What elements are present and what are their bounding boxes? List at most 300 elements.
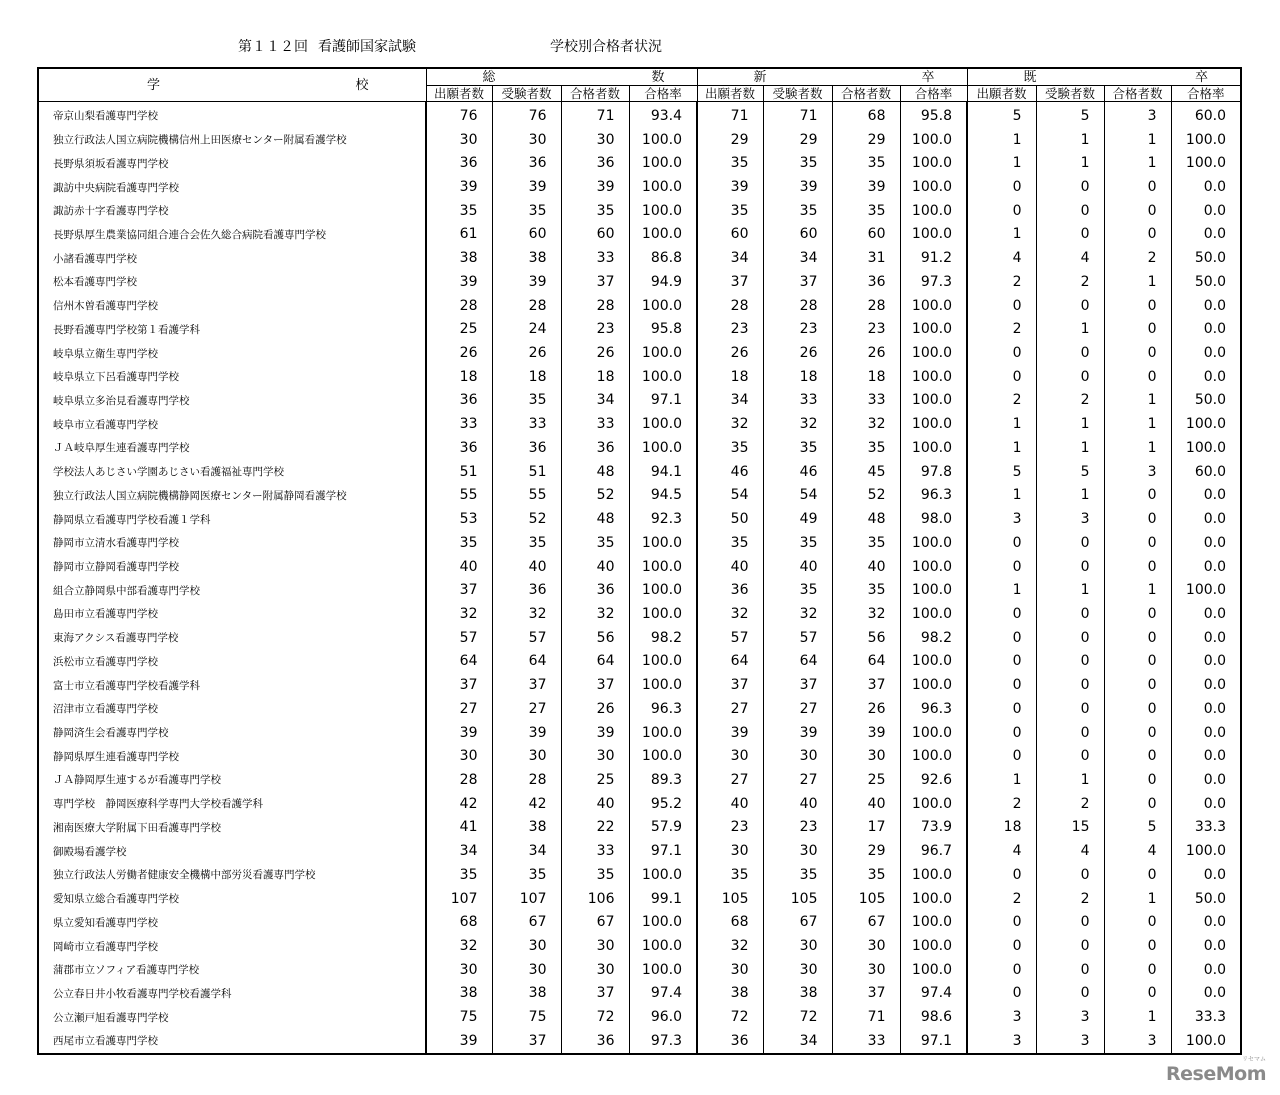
value-cell: 100.0	[629, 365, 697, 389]
value-cell: 35	[763, 863, 832, 887]
value-cell: 0	[967, 958, 1036, 982]
value-cell: 3	[1104, 102, 1171, 128]
value-cell: 39	[426, 1029, 492, 1054]
value-cell: 1	[1036, 436, 1104, 460]
value-cell: 1	[1036, 317, 1104, 341]
value-cell: 4	[1104, 839, 1171, 863]
value-cell: 37	[763, 270, 832, 294]
school-column-header	[38, 68, 426, 102]
value-cell: 39	[763, 175, 832, 199]
value-cell: 76	[492, 102, 561, 128]
value-cell: 34	[763, 246, 832, 270]
school-name-cell: 独立行政法人国立病院機構信州上田医療センター附属看護学校	[53, 134, 347, 147]
value-cell: 100.0	[629, 934, 697, 958]
value-cell: 35	[561, 199, 629, 223]
value-cell: 97.1	[900, 1029, 967, 1054]
value-cell: 42	[492, 792, 561, 816]
value-cell: 37	[697, 673, 763, 697]
value-cell: 30	[561, 958, 629, 982]
value-cell: 1	[1104, 151, 1171, 175]
value-cell: 33	[492, 412, 561, 436]
value-cell: 92.6	[900, 768, 967, 792]
value-cell: 100.0	[900, 412, 967, 436]
value-cell: 0.0	[1171, 199, 1241, 223]
value-cell: 35	[697, 863, 763, 887]
table-row	[38, 484, 1241, 508]
value-cell: 36	[426, 389, 492, 413]
school-name-cell: ＪＡ岐阜厚生連看護専門学校	[53, 442, 190, 455]
table-row	[38, 507, 1241, 531]
value-cell: 97.3	[900, 270, 967, 294]
value-cell: 18	[426, 365, 492, 389]
table-row	[38, 128, 1241, 152]
school-name-cell: 岐阜県立下呂看護専門学校	[53, 371, 179, 384]
table-row	[38, 673, 1241, 697]
value-cell: 100.0	[900, 602, 967, 626]
header-pass-rate: 合格率	[900, 86, 967, 102]
value-cell: 100.0	[900, 555, 967, 579]
value-cell: 100.0	[629, 175, 697, 199]
value-cell: 23	[763, 816, 832, 840]
school-name-cell: 岐阜県立衛生専門学校	[53, 347, 158, 360]
value-cell: 32	[426, 934, 492, 958]
value-cell: 32	[426, 602, 492, 626]
value-cell: 39	[832, 175, 900, 199]
value-cell: 100.0	[629, 578, 697, 602]
value-cell: 23	[561, 317, 629, 341]
value-cell: 32	[763, 602, 832, 626]
value-cell: 0	[967, 721, 1036, 745]
value-cell: 26	[561, 341, 629, 365]
school-name-cell: 諏訪赤十字看護専門学校	[53, 205, 169, 218]
school-name-cell: 県立愛知看護専門学校	[53, 916, 158, 929]
value-cell: 0	[1104, 175, 1171, 199]
value-cell: 34	[492, 839, 561, 863]
value-cell: 35	[832, 578, 900, 602]
group-new-char-1: 新	[753, 69, 767, 85]
value-cell: 51	[426, 460, 492, 484]
value-cell: 100.0	[900, 128, 967, 152]
value-cell: 72	[697, 1005, 763, 1029]
value-cell: 48	[561, 460, 629, 484]
value-cell: 64	[763, 650, 832, 674]
value-cell: 100.0	[900, 934, 967, 958]
value-cell: 64	[697, 650, 763, 674]
value-cell: 22	[561, 816, 629, 840]
value-cell: 1	[967, 484, 1036, 508]
value-cell: 26	[832, 697, 900, 721]
header-passed: 合格者数	[1104, 86, 1171, 102]
table-row	[38, 578, 1241, 602]
value-cell: 94.1	[629, 460, 697, 484]
value-cell: 100.0	[629, 436, 697, 460]
value-cell: 0	[1036, 697, 1104, 721]
value-cell: 34	[763, 1029, 832, 1054]
value-cell: 73.9	[900, 816, 967, 840]
value-cell: 57	[492, 626, 561, 650]
value-cell: 0	[1036, 863, 1104, 887]
value-cell: 100.0	[900, 317, 967, 341]
table-row	[38, 412, 1241, 436]
value-cell: 96.0	[629, 1005, 697, 1029]
value-cell: 35	[426, 531, 492, 555]
value-cell: 27	[492, 697, 561, 721]
group-prior-char-2: 卒	[1194, 69, 1208, 85]
value-cell: 29	[697, 128, 763, 152]
value-cell: 86.8	[629, 246, 697, 270]
value-cell: 18	[492, 365, 561, 389]
value-cell: 33	[426, 412, 492, 436]
value-cell: 95.8	[629, 317, 697, 341]
value-cell: 42	[426, 792, 492, 816]
value-cell: 35	[832, 151, 900, 175]
value-cell: 97.1	[629, 839, 697, 863]
value-cell: 0	[1036, 982, 1104, 1006]
value-cell: 4	[967, 839, 1036, 863]
table-row	[38, 341, 1241, 365]
value-cell: 0	[1104, 626, 1171, 650]
value-cell: 98.2	[900, 626, 967, 650]
value-cell: 38	[697, 982, 763, 1006]
value-cell: 100.0	[629, 223, 697, 247]
value-cell: 56	[561, 626, 629, 650]
value-cell: 54	[697, 484, 763, 508]
value-cell: 0.0	[1171, 650, 1241, 674]
value-cell: 0	[967, 199, 1036, 223]
value-cell: 100.0	[1171, 436, 1241, 460]
value-cell: 0.0	[1171, 317, 1241, 341]
value-cell: 100.0	[900, 365, 967, 389]
value-cell: 0.0	[1171, 673, 1241, 697]
value-cell: 0	[1104, 792, 1171, 816]
value-cell: 1	[1104, 887, 1171, 911]
value-cell: 100.0	[900, 673, 967, 697]
value-cell: 1	[967, 412, 1036, 436]
value-cell: 34	[561, 389, 629, 413]
value-cell: 35	[763, 531, 832, 555]
school-name-cell: 小諸看護専門学校	[53, 252, 137, 265]
value-cell: 30	[561, 744, 629, 768]
group-header-total	[426, 68, 697, 86]
value-cell: 67	[763, 910, 832, 934]
value-cell: 100.0	[629, 128, 697, 152]
value-cell: 40	[492, 555, 561, 579]
value-cell: 0.0	[1171, 484, 1241, 508]
value-cell: 61	[426, 223, 492, 247]
value-cell: 0.0	[1171, 365, 1241, 389]
table-row	[38, 887, 1241, 911]
value-cell: 2	[967, 389, 1036, 413]
value-cell: 39	[426, 270, 492, 294]
value-cell: 0.0	[1171, 910, 1241, 934]
value-cell: 100.0	[629, 650, 697, 674]
school-name-cell: 公立春日井小牧看護専門学校看護学科	[53, 987, 232, 1000]
value-cell: 100.0	[900, 294, 967, 318]
value-cell: 35	[763, 199, 832, 223]
table-row	[38, 792, 1241, 816]
school-name-cell: 岐阜市立看護専門学校	[53, 418, 158, 431]
school-name-cell: 蒲郡市立ソフィア看護専門学校	[53, 964, 200, 977]
value-cell: 100.0	[629, 531, 697, 555]
value-cell: 5	[1104, 816, 1171, 840]
school-name-cell: 静岡市立清水看護専門学校	[53, 537, 179, 550]
value-cell: 95.8	[900, 102, 967, 128]
group-header-prior-grad	[967, 68, 1241, 86]
value-cell: 53	[426, 507, 492, 531]
value-cell: 33.3	[1171, 1005, 1241, 1029]
value-cell: 64	[832, 650, 900, 674]
value-cell: 46	[697, 460, 763, 484]
value-cell: 105	[763, 887, 832, 911]
table-row	[38, 768, 1241, 792]
value-cell: 1	[1104, 1005, 1171, 1029]
value-cell: 0	[967, 697, 1036, 721]
school-name-cell: 長野県須坂看護専門学校	[53, 157, 169, 170]
value-cell: 0	[1036, 555, 1104, 579]
value-cell: 71	[561, 102, 629, 128]
value-cell: 3	[967, 1005, 1036, 1029]
header-examinees: 受験者数	[1036, 86, 1104, 102]
resemom-logo	[1166, 1056, 1266, 1085]
value-cell: 97.4	[629, 982, 697, 1006]
value-cell: 67	[832, 910, 900, 934]
value-cell: 45	[832, 460, 900, 484]
value-cell: 0	[967, 910, 1036, 934]
table-row	[38, 199, 1241, 223]
value-cell: 37	[832, 982, 900, 1006]
value-cell: 33	[561, 839, 629, 863]
value-cell: 36	[561, 151, 629, 175]
value-cell: 18	[832, 365, 900, 389]
table-row	[38, 721, 1241, 745]
value-cell: 39	[763, 721, 832, 745]
school-name-cell: 静岡県立看護専門学校看護１学科	[53, 513, 211, 526]
value-cell: 30	[832, 934, 900, 958]
value-cell: 46	[763, 460, 832, 484]
value-cell: 40	[763, 555, 832, 579]
value-cell: 91.2	[900, 246, 967, 270]
value-cell: 36	[561, 1029, 629, 1054]
value-cell: 0	[1036, 223, 1104, 247]
value-cell: 2	[967, 317, 1036, 341]
value-cell: 107	[426, 887, 492, 911]
value-cell: 0	[967, 365, 1036, 389]
value-cell: 100.0	[1171, 412, 1241, 436]
value-cell: 100.0	[1171, 578, 1241, 602]
value-cell: 0.0	[1171, 175, 1241, 199]
value-cell: 68	[426, 910, 492, 934]
school-name-cell: 岡崎市立看護専門学校	[53, 940, 158, 953]
value-cell: 100.0	[900, 863, 967, 887]
value-cell: 23	[763, 317, 832, 341]
value-cell: 30	[426, 128, 492, 152]
value-cell: 30	[697, 744, 763, 768]
value-cell: 100.0	[900, 151, 967, 175]
value-cell: 98.0	[900, 507, 967, 531]
value-cell: 2	[1036, 270, 1104, 294]
value-cell: 60.0	[1171, 460, 1241, 484]
value-cell: 30	[561, 934, 629, 958]
value-cell: 95.2	[629, 792, 697, 816]
value-cell: 35	[492, 531, 561, 555]
value-cell: 26	[426, 341, 492, 365]
value-cell: 24	[492, 317, 561, 341]
value-cell: 2	[967, 792, 1036, 816]
value-cell: 60	[492, 223, 561, 247]
table-row	[38, 602, 1241, 626]
value-cell: 40	[697, 792, 763, 816]
value-cell: 39	[492, 721, 561, 745]
value-cell: 60	[697, 223, 763, 247]
value-cell: 32	[697, 602, 763, 626]
value-cell: 0	[1104, 673, 1171, 697]
value-cell: 100.0	[900, 792, 967, 816]
value-cell: 15	[1036, 816, 1104, 840]
value-cell: 36	[697, 1029, 763, 1054]
report-title: 学校別合格者状況	[550, 39, 662, 55]
value-cell: 71	[832, 1005, 900, 1029]
value-cell: 3	[1036, 1005, 1104, 1029]
value-cell: 100.0	[900, 650, 967, 674]
value-cell: 2	[1036, 792, 1104, 816]
value-cell: 96.3	[900, 484, 967, 508]
value-cell: 64	[561, 650, 629, 674]
value-cell: 57	[697, 626, 763, 650]
table-row	[38, 958, 1241, 982]
value-cell: 40	[561, 555, 629, 579]
value-cell: 68	[697, 910, 763, 934]
value-cell: 35	[697, 151, 763, 175]
value-cell: 39	[832, 721, 900, 745]
value-cell: 38	[426, 246, 492, 270]
value-cell: 100.0	[629, 294, 697, 318]
value-cell: 35	[492, 199, 561, 223]
value-cell: 0	[1104, 602, 1171, 626]
value-cell: 35	[763, 578, 832, 602]
table-row	[38, 389, 1241, 413]
value-cell: 18	[967, 816, 1036, 840]
value-cell: 50.0	[1171, 246, 1241, 270]
value-cell: 0.0	[1171, 602, 1241, 626]
value-cell: 0.0	[1171, 863, 1241, 887]
value-cell: 33	[763, 389, 832, 413]
header-passed: 合格者数	[832, 86, 900, 102]
value-cell: 100.0	[900, 721, 967, 745]
value-cell: 94.9	[629, 270, 697, 294]
exam-round: 第１１２回	[238, 39, 308, 55]
value-cell: 0	[967, 934, 1036, 958]
value-cell: 94.5	[629, 484, 697, 508]
value-cell: 27	[763, 697, 832, 721]
value-cell: 0.0	[1171, 744, 1241, 768]
value-cell: 23	[832, 317, 900, 341]
value-cell: 27	[763, 768, 832, 792]
value-cell: 1	[1104, 270, 1171, 294]
header-examinees: 受験者数	[763, 86, 832, 102]
value-cell: 1	[1036, 412, 1104, 436]
value-cell: 51	[492, 460, 561, 484]
value-cell: 57	[763, 626, 832, 650]
value-cell: 96.3	[629, 697, 697, 721]
value-cell: 0	[1104, 958, 1171, 982]
value-cell: 29	[763, 128, 832, 152]
value-cell: 1	[1104, 389, 1171, 413]
value-cell: 0	[1104, 484, 1171, 508]
value-cell: 100.0	[900, 578, 967, 602]
logo-text-rese: Rese	[1166, 1063, 1216, 1085]
value-cell: 0	[967, 555, 1036, 579]
value-cell: 0	[1036, 294, 1104, 318]
value-cell: 28	[492, 768, 561, 792]
school-name-cell: 島田市立看護専門学校	[53, 608, 158, 621]
value-cell: 35	[697, 436, 763, 460]
value-cell: 0	[1104, 744, 1171, 768]
value-cell: 0	[1104, 317, 1171, 341]
value-cell: 100.0	[629, 341, 697, 365]
value-cell: 96.3	[900, 697, 967, 721]
value-cell: 37	[426, 673, 492, 697]
value-cell: 0	[1104, 982, 1171, 1006]
value-cell: 0.0	[1171, 507, 1241, 531]
value-cell: 28	[426, 294, 492, 318]
school-name-cell: 東海アクシス看護専門学校	[53, 632, 179, 645]
value-cell: 52	[492, 507, 561, 531]
value-cell: 48	[832, 507, 900, 531]
value-cell: 50.0	[1171, 270, 1241, 294]
value-cell: 0	[1104, 768, 1171, 792]
value-cell: 3	[1036, 1029, 1104, 1054]
value-cell: 28	[492, 294, 561, 318]
value-cell: 1	[1104, 436, 1171, 460]
school-name-cell: 信州木曽看護専門学校	[53, 300, 158, 313]
value-cell: 0	[1036, 910, 1104, 934]
value-cell: 33	[561, 246, 629, 270]
value-cell: 97.3	[629, 1029, 697, 1054]
value-cell: 30	[492, 934, 561, 958]
table-row	[38, 102, 1241, 128]
value-cell: 55	[426, 484, 492, 508]
school-name-cell: 静岡県厚生連看護専門学校	[53, 750, 179, 763]
value-cell: 30	[763, 934, 832, 958]
value-cell: 40	[832, 792, 900, 816]
value-cell: 100.0	[900, 341, 967, 365]
value-cell: 100.0	[629, 863, 697, 887]
value-cell: 4	[967, 246, 1036, 270]
value-cell: 38	[426, 982, 492, 1006]
value-cell: 36	[426, 436, 492, 460]
table-row	[38, 460, 1241, 484]
value-cell: 28	[561, 294, 629, 318]
value-cell: 36	[492, 151, 561, 175]
value-cell: 1	[967, 578, 1036, 602]
header-applicants: 出願者数	[967, 86, 1036, 102]
value-cell: 40	[763, 792, 832, 816]
value-cell: 75	[492, 1005, 561, 1029]
value-cell: 35	[763, 151, 832, 175]
value-cell: 55	[492, 484, 561, 508]
value-cell: 0	[1036, 341, 1104, 365]
table-row	[38, 270, 1241, 294]
table-row	[38, 151, 1241, 175]
value-cell: 40	[561, 792, 629, 816]
value-cell: 4	[1036, 246, 1104, 270]
value-cell: 27	[426, 697, 492, 721]
value-cell: 30	[763, 839, 832, 863]
value-cell: 0.0	[1171, 721, 1241, 745]
value-cell: 39	[492, 175, 561, 199]
value-cell: 30	[492, 744, 561, 768]
value-cell: 35	[561, 531, 629, 555]
